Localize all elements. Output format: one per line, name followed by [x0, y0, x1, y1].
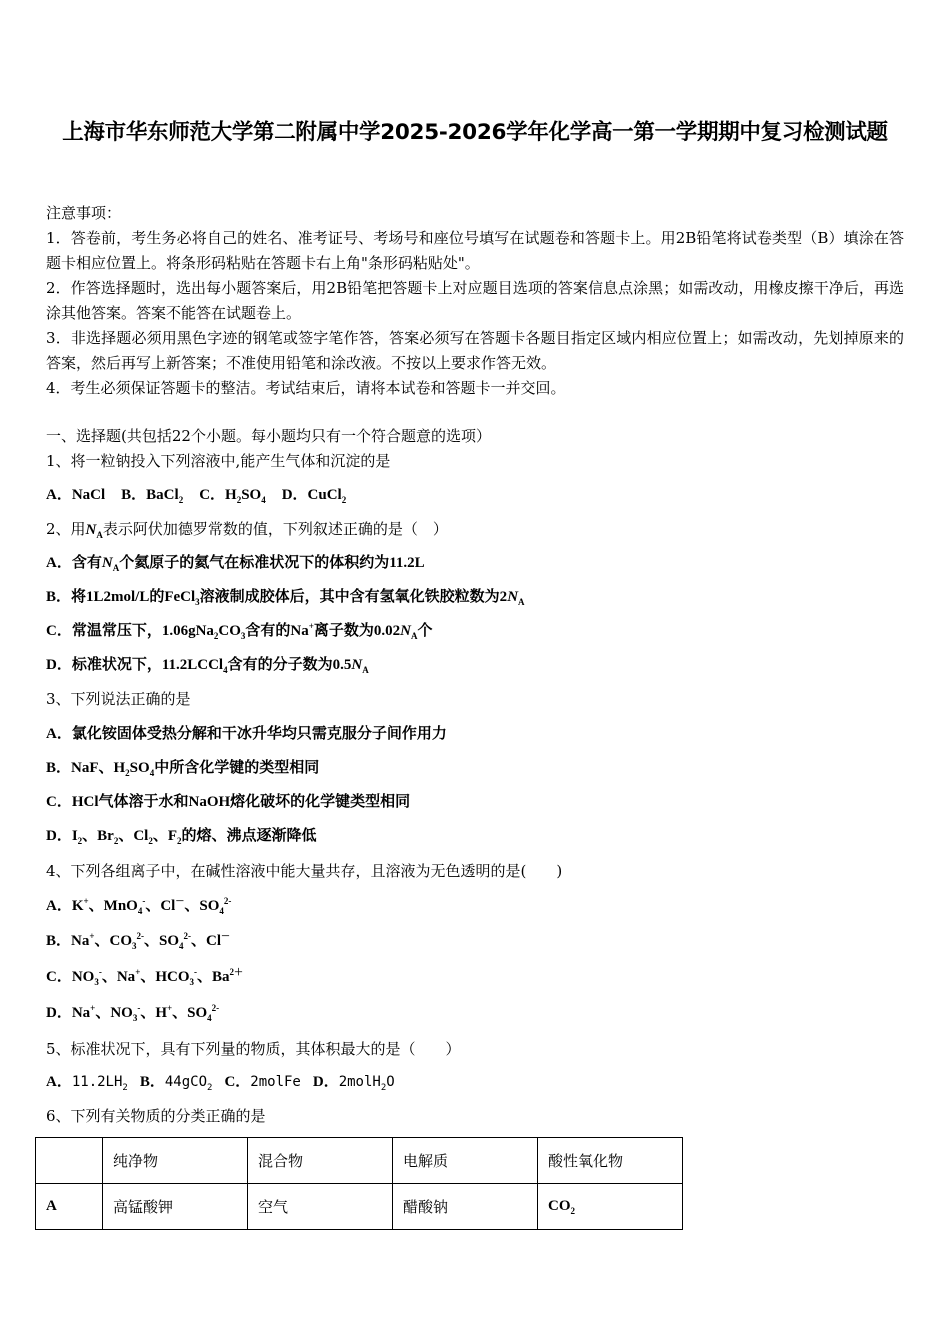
table-header-cell	[36, 1138, 103, 1184]
question-3-option-b: B．NaF、$H_2SO_4$中所含化学键的类型相同	[46, 760, 320, 778]
table-cell: 高锰酸钾	[103, 1184, 248, 1230]
note-item: 4．考生必须保证答题卡的整洁。考试结束后，请将本试卷和答题卡一并交回。	[46, 379, 566, 397]
question-4-option-c: C．$NO_3^-$、Na+、$HCO_3^-$、$Ba^{2+}$	[46, 967, 244, 987]
option-c: C．$H_2SO_4$	[199, 487, 266, 505]
question-2-option-d: D．标准状况下，11.2LCCl$_4$含有的分子数为$0.5N_A$	[46, 657, 369, 675]
table-cell: $CO_2$	[538, 1184, 683, 1230]
question-5-stem: 5、标准状况下，具有下列量的物质，其体积最大的是（ ）	[46, 1040, 461, 1058]
question-3-option-d: D．$I_2$、$Br_2$、$Cl_2$、$F_2$的熔、沸点逐渐降低	[46, 828, 317, 846]
note-item: 2．作答选择题时，选出每小题答案后，用2B铅笔把答题卡上对应题目选项的答案信息点涂黑；如需改动，用橡皮擦干净后，再选涂其他答案。答案不能答在试题卷上。	[46, 279, 904, 322]
option-c: C．2molFe	[224, 1074, 301, 1090]
exam-notes	[46, 201, 904, 401]
option-d: D．CuCl$_2$	[281, 487, 347, 505]
question-6-stem: 6、下列有关物质的分类正确的是	[46, 1107, 266, 1125]
table-row	[36, 1184, 683, 1230]
table-cell: A	[36, 1184, 103, 1230]
question-1-stem: 1、将一粒钠投入下列溶液中,能产生气体和沉淀的是	[46, 452, 391, 470]
question-3-option-c: C．HCl气体溶于水和NaOH熔化破坏的化学键类型相同	[46, 794, 411, 810]
question-5-options	[46, 1071, 906, 1093]
table-header-row	[36, 1138, 683, 1184]
option-b: B．44gCO$_2$	[139, 1074, 213, 1093]
table-cell: 醋酸钠	[393, 1184, 538, 1230]
option-d: D．2molH$_2$O	[312, 1074, 395, 1093]
question-4-option-b: B．Na+、$CO_3^{2-}$、$SO_4^{2-}$、Cl－	[46, 931, 231, 951]
question-1-options	[46, 484, 906, 506]
question-2-option-c: C．常温常压下，$1.06gNa_2CO_3$含有的Na+离子数为$0.02N_A$个	[46, 621, 433, 641]
question-2-option-b: B．将1L2mol/L的FeCl$_3$溶液制成胶体后，其中含有氢氧化铁胶粒数为$2N_A$	[46, 589, 525, 607]
note-item: 1．答卷前，考生务必将自己的姓名、准考证号、考场号和座位号填写在试题卷和答题卡上。用2B铅笔将试卷类型（B）填涂在答题卡相应位置上。将条形码粘贴在答题卡右上角"条形码粘贴处"。	[46, 229, 904, 272]
question-3-option-a: A．氯化铵固体受热分解和干冰升华均只需克服分子间作用力	[46, 726, 447, 742]
question-4-stem: 4、下列各组离子中，在碱性溶液中能大量共存，且溶液为无色透明的是( )	[46, 862, 563, 880]
option-a: A．$11.2LH_2$	[46, 1074, 128, 1093]
table-header-cell: 纯净物	[103, 1138, 248, 1184]
page-title: 上海市华东师范大学第二附属中学2025-2026学年化学高一第一学期期中复习检测试题	[62, 120, 888, 145]
table-header-cell: 电解质	[393, 1138, 538, 1184]
notes-heading: 注意事项：	[46, 204, 122, 222]
question-4-option-d: D．Na+、$NO_3^-$、H+、$SO_4^{2-}$	[46, 1003, 220, 1023]
table-header-cell: 混合物	[248, 1138, 393, 1184]
question-2-stem: 2、用$N_A$表示阿伏加德罗常数的值，下列叙述正确的是（ ）	[46, 520, 448, 540]
option-a: A．NaCl	[46, 487, 106, 503]
classification-table	[35, 1137, 683, 1230]
question-4-option-a: A．K+、MnO$_4$-、Cl－、$SO_4^{2-}$	[46, 896, 232, 916]
table-cell: 空气	[248, 1184, 393, 1230]
question-3-stem: 3、下列说法正确的是	[46, 690, 191, 708]
option-b: B．BaCl$_2$	[121, 487, 184, 505]
table-header-cell: 酸性氧化物	[538, 1138, 683, 1184]
section-heading: 一、选择题(共包括22个小题。每小题均只有一个符合题意的选项）	[46, 427, 491, 445]
question-2-option-a: A．含有$N_A$个氦原子的氦气在标准状况下的体积约为11.2L	[46, 555, 425, 573]
note-item: 3．非选择题必须用黑色字迹的钢笔或签字笔作答，答案必须写在答题卡各题目指定区域内相应位置上；如需改动，先划掉原来的答案，然后再写上新答案；不准使用铅笔和涂改液。不按以上要求作答无效。	[46, 329, 904, 372]
